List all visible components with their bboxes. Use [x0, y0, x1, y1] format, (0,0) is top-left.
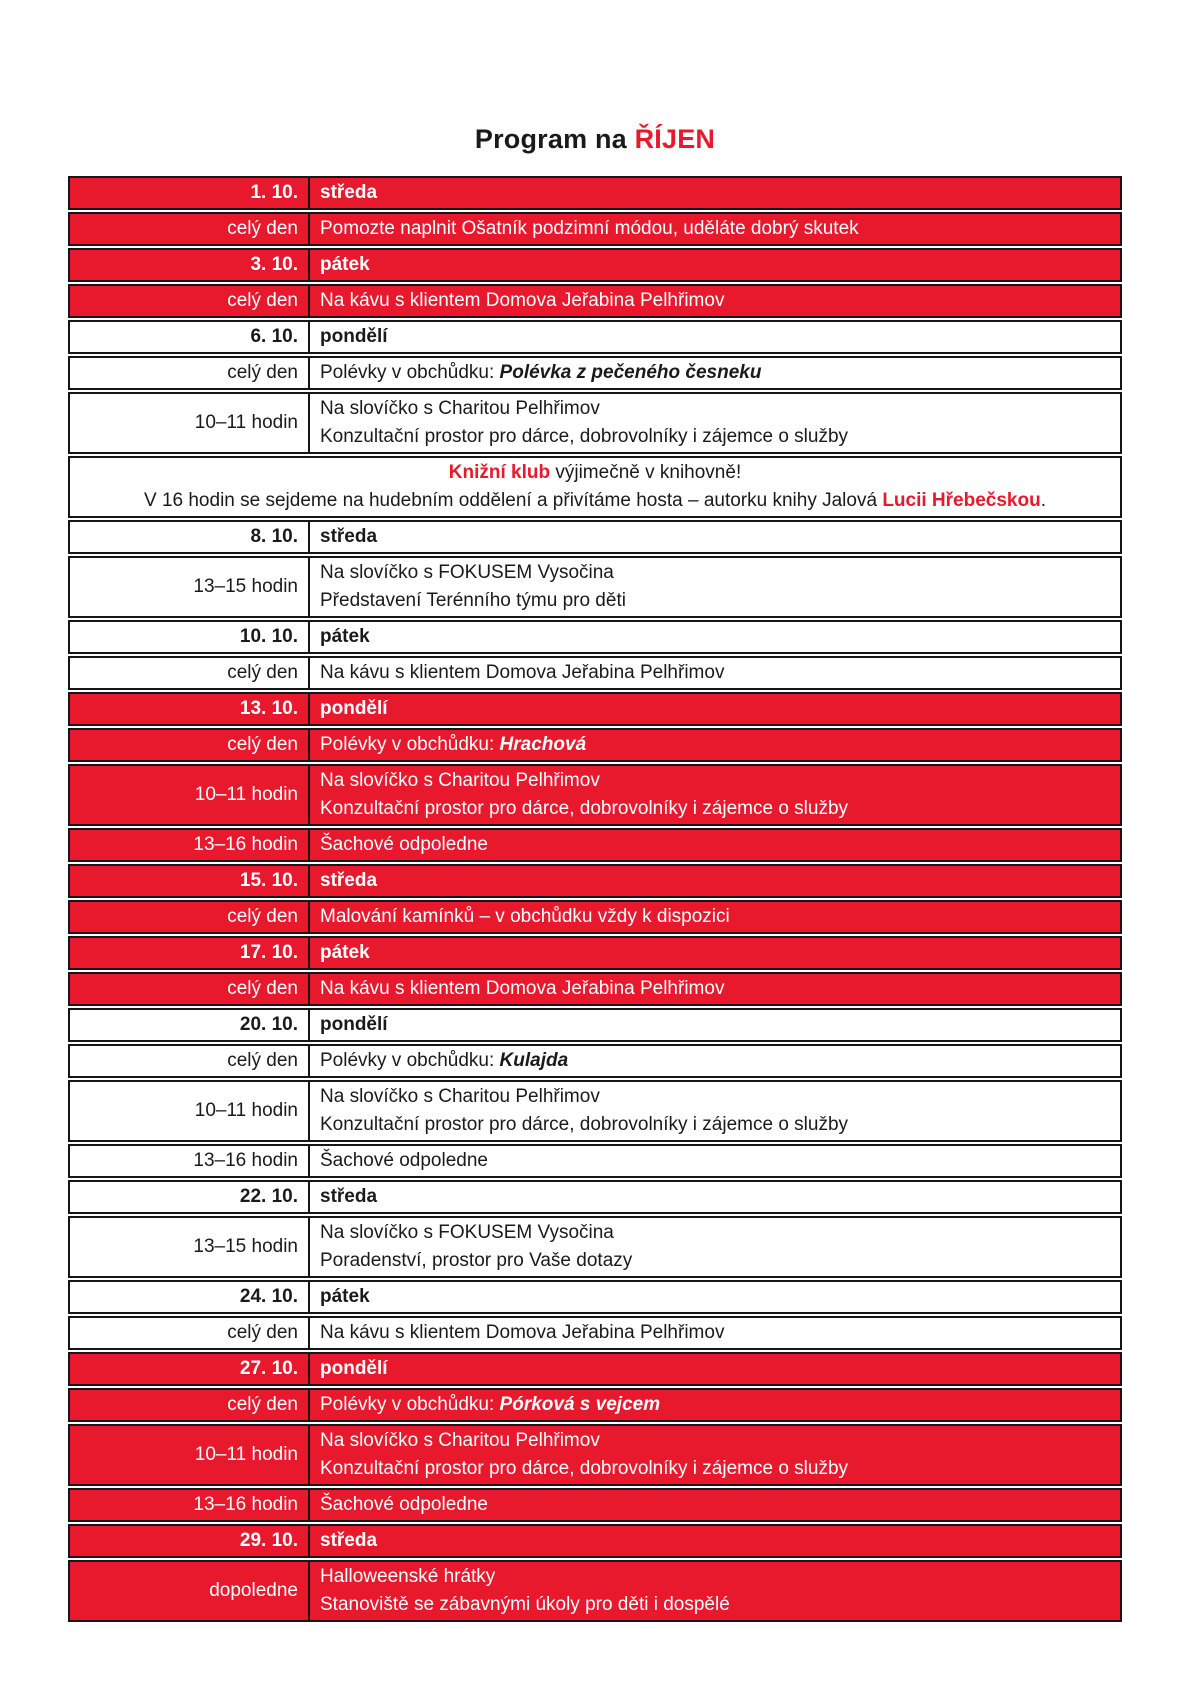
description-cell	[308, 1424, 1122, 1486]
time-cell: celý den	[68, 656, 308, 690]
text-line	[320, 323, 388, 351]
text-segment: středa	[320, 526, 378, 547]
event-row	[68, 1488, 1122, 1522]
day-row	[68, 692, 1122, 726]
event-row	[68, 728, 1122, 762]
day-row	[68, 520, 1122, 554]
text-segment: Hrachová	[499, 734, 587, 755]
page-title-prefix: Program na	[474, 124, 627, 154]
text-line	[320, 359, 761, 387]
description-cell	[308, 1080, 1122, 1142]
day-row	[68, 1352, 1122, 1386]
description-cell	[308, 1144, 1122, 1178]
page-title-month: ŘÍJEN	[634, 124, 716, 154]
text-line	[320, 179, 377, 207]
text-line	[144, 487, 1046, 515]
text-line	[449, 459, 741, 487]
weekday-cell	[308, 1008, 1122, 1042]
description-cell	[308, 900, 1122, 934]
text-segment: pátek	[320, 626, 370, 647]
time-cell: celý den	[68, 728, 308, 762]
announcement-row	[68, 456, 1122, 518]
event-row	[68, 1560, 1122, 1622]
text-segment: pátek	[320, 942, 370, 963]
text-segment: Šachové odpoledne	[320, 1494, 488, 1515]
text-segment: Knižní klub	[448, 462, 551, 483]
weekday-cell	[308, 864, 1122, 898]
text-line	[320, 831, 488, 859]
text-segment: .	[1040, 490, 1046, 511]
date-cell: 29. 10.	[68, 1524, 308, 1558]
text-segment: Konzultační prostor pro dárce, dobrovolníky i zájemce o služby	[320, 1114, 849, 1135]
description-cell	[68, 456, 1122, 518]
text-line	[320, 623, 370, 651]
date-cell: 13. 10.	[68, 692, 308, 726]
date-cell: 1. 10.	[68, 176, 308, 210]
text-line	[320, 523, 377, 551]
text-segment: středa	[320, 870, 378, 891]
text-segment: Na kávu s klientem Domova Jeřabina Pelhřimov	[320, 662, 725, 683]
event-row	[68, 1216, 1122, 1278]
time-cell: 10–11 hodin	[68, 392, 308, 454]
text-line	[320, 1111, 848, 1139]
text-segment: Na slovíčko s FOKUSEM Vysočina	[320, 562, 614, 583]
text-segment: V 16 hodin se sejdeme na hudebním oddělení a přivítáme hosta – autorku knihy Jalová	[144, 490, 883, 511]
text-line	[320, 1183, 377, 1211]
text-line	[320, 215, 859, 243]
text-line	[320, 1455, 848, 1483]
description-cell	[308, 212, 1122, 246]
event-row	[68, 212, 1122, 246]
text-line	[320, 659, 724, 687]
description-cell	[308, 1488, 1122, 1522]
event-row	[68, 284, 1122, 318]
event-row	[68, 1144, 1122, 1178]
text-line	[320, 903, 730, 931]
text-segment: pondělí	[320, 326, 388, 347]
event-row	[68, 1388, 1122, 1422]
description-cell	[308, 284, 1122, 318]
event-row	[68, 1424, 1122, 1486]
text-line	[320, 1011, 388, 1039]
text-segment: středa	[320, 1186, 378, 1207]
text-line	[320, 1047, 568, 1075]
text-line	[320, 975, 724, 1003]
time-cell: celý den	[68, 972, 308, 1006]
time-cell: 13–16 hodin	[68, 1144, 308, 1178]
time-cell: 13–16 hodin	[68, 828, 308, 862]
text-line	[320, 939, 370, 967]
text-segment: pátek	[320, 254, 370, 275]
text-line	[320, 731, 586, 759]
text-line	[320, 867, 377, 895]
event-row	[68, 764, 1122, 826]
text-segment: středa	[320, 1530, 378, 1551]
day-row	[68, 1280, 1122, 1314]
text-line	[320, 251, 370, 279]
date-cell: 27. 10.	[68, 1352, 308, 1386]
text-segment: pátek	[320, 1286, 370, 1307]
date-cell: 22. 10.	[68, 1180, 308, 1214]
text-segment: Šachové odpoledne	[320, 1150, 488, 1171]
text-segment: výjimečně v knihovně!	[550, 462, 742, 483]
weekday-cell	[308, 1180, 1122, 1214]
day-row	[68, 1524, 1122, 1558]
event-row	[68, 556, 1122, 618]
description-cell	[308, 656, 1122, 690]
text-segment: Kulajda	[499, 1050, 569, 1071]
event-row	[68, 1316, 1122, 1350]
text-segment: Na slovíčko s Charitou Pelhřimov	[320, 1086, 600, 1107]
time-cell: 13–16 hodin	[68, 1488, 308, 1522]
time-cell: 10–11 hodin	[68, 1080, 308, 1142]
description-cell	[308, 828, 1122, 862]
time-cell: 13–15 hodin	[68, 556, 308, 618]
text-segment: Na slovíčko s Charitou Pelhřimov	[320, 770, 600, 791]
date-cell: 20. 10.	[68, 1008, 308, 1042]
day-row	[68, 1180, 1122, 1214]
weekday-cell	[308, 248, 1122, 282]
event-row	[68, 972, 1122, 1006]
text-line	[320, 1427, 600, 1455]
day-row	[68, 1008, 1122, 1042]
description-cell	[308, 392, 1122, 454]
text-segment: Na kávu s klientem Domova Jeřabina Pelhřimov	[320, 290, 725, 311]
text-segment: Na kávu s klientem Domova Jeřabina Pelhřimov	[320, 1322, 725, 1343]
time-cell: dopoledne	[68, 1560, 308, 1622]
description-cell	[308, 728, 1122, 762]
text-segment: Pomozte naplnit Ošatník podzimní módou, uděláte dobrý skutek	[320, 218, 859, 239]
text-segment: Lucii Hřebečskou	[882, 490, 1041, 511]
weekday-cell	[308, 620, 1122, 654]
weekday-cell	[308, 320, 1122, 354]
text-segment: Představení Terénního týmu pro děti	[320, 590, 626, 611]
event-row	[68, 356, 1122, 390]
date-cell: 10. 10.	[68, 620, 308, 654]
day-row	[68, 936, 1122, 970]
time-cell: celý den	[68, 356, 308, 390]
text-line	[320, 1591, 730, 1619]
text-segment: Poradenství, prostor pro Vaše dotazy	[320, 1250, 633, 1271]
weekday-cell	[308, 520, 1122, 554]
text-line	[320, 695, 388, 723]
text-line	[320, 559, 614, 587]
text-segment: Stanoviště se zábavnými úkoly pro děti i dospělé	[320, 1594, 730, 1615]
description-cell	[308, 556, 1122, 618]
weekday-cell	[308, 1352, 1122, 1386]
text-line	[320, 1083, 600, 1111]
event-row	[68, 1044, 1122, 1078]
description-cell	[308, 1560, 1122, 1622]
description-cell	[308, 1216, 1122, 1278]
text-segment: Halloweenské hrátky	[320, 1566, 496, 1587]
time-cell: celý den	[68, 1388, 308, 1422]
time-cell: 10–11 hodin	[68, 764, 308, 826]
page-title	[68, 124, 1122, 155]
text-segment: Konzultační prostor pro dárce, dobrovolníky i zájemce o služby	[320, 798, 849, 819]
date-cell: 24. 10.	[68, 1280, 308, 1314]
text-line	[320, 423, 848, 451]
text-line	[320, 1563, 495, 1591]
time-cell: 13–15 hodin	[68, 1216, 308, 1278]
text-line	[320, 587, 626, 615]
time-cell: celý den	[68, 1316, 308, 1350]
weekday-cell	[308, 176, 1122, 210]
text-line	[320, 1147, 488, 1175]
time-cell: celý den	[68, 900, 308, 934]
text-segment: Polévky v obchůdku:	[320, 1050, 500, 1071]
weekday-cell	[308, 692, 1122, 726]
event-row	[68, 1080, 1122, 1142]
day-row	[68, 320, 1122, 354]
text-segment: Pórková s vejcem	[499, 1394, 661, 1415]
day-row	[68, 620, 1122, 654]
text-line	[320, 767, 600, 795]
description-cell	[308, 764, 1122, 826]
date-cell: 17. 10.	[68, 936, 308, 970]
event-row	[68, 392, 1122, 454]
text-segment: středa	[320, 182, 378, 203]
text-line	[320, 1219, 614, 1247]
text-line	[320, 1491, 488, 1519]
text-segment: Konzultační prostor pro dárce, dobrovolníky i zájemce o služby	[320, 1458, 849, 1479]
weekday-cell	[308, 936, 1122, 970]
text-line	[320, 1247, 632, 1275]
description-cell	[308, 972, 1122, 1006]
text-segment: Šachové odpoledne	[320, 834, 488, 855]
text-line	[320, 1391, 660, 1419]
date-cell: 6. 10.	[68, 320, 308, 354]
program-table	[68, 176, 1122, 1622]
description-cell	[308, 1316, 1122, 1350]
time-cell: celý den	[68, 1044, 308, 1078]
day-row	[68, 248, 1122, 282]
text-segment: Na kávu s klientem Domova Jeřabina Pelhřimov	[320, 978, 725, 999]
time-cell: celý den	[68, 284, 308, 318]
text-line	[320, 395, 600, 423]
text-line	[320, 795, 848, 823]
text-segment: pondělí	[320, 698, 388, 719]
text-segment: pondělí	[320, 1014, 388, 1035]
time-cell: celý den	[68, 212, 308, 246]
event-row	[68, 900, 1122, 934]
text-segment: Polévky v obchůdku:	[320, 362, 500, 383]
text-segment: Polévky v obchůdku:	[320, 734, 500, 755]
event-row	[68, 656, 1122, 690]
text-segment: Polévky v obchůdku:	[320, 1394, 500, 1415]
text-line	[320, 1319, 724, 1347]
text-segment: Na slovíčko s FOKUSEM Vysočina	[320, 1222, 614, 1243]
text-segment: pondělí	[320, 1358, 388, 1379]
text-line	[320, 287, 724, 315]
weekday-cell	[308, 1524, 1122, 1558]
description-cell	[308, 1044, 1122, 1078]
date-cell: 8. 10.	[68, 520, 308, 554]
text-segment: Konzultační prostor pro dárce, dobrovolníky i zájemce o služby	[320, 426, 849, 447]
description-cell	[308, 1388, 1122, 1422]
time-cell: 10–11 hodin	[68, 1424, 308, 1486]
day-row	[68, 864, 1122, 898]
text-segment: Malování kamínků – v obchůdku vždy k dispozici	[320, 906, 730, 927]
day-row	[68, 176, 1122, 210]
text-line	[320, 1527, 377, 1555]
text-line	[320, 1355, 388, 1383]
description-cell	[308, 356, 1122, 390]
date-cell: 15. 10.	[68, 864, 308, 898]
text-line	[320, 1283, 370, 1311]
text-segment: Polévka z pečeného česneku	[499, 362, 762, 383]
date-cell: 3. 10.	[68, 248, 308, 282]
event-row	[68, 828, 1122, 862]
weekday-cell	[308, 1280, 1122, 1314]
text-segment: Na slovíčko s Charitou Pelhřimov	[320, 398, 600, 419]
text-segment: Na slovíčko s Charitou Pelhřimov	[320, 1430, 600, 1451]
